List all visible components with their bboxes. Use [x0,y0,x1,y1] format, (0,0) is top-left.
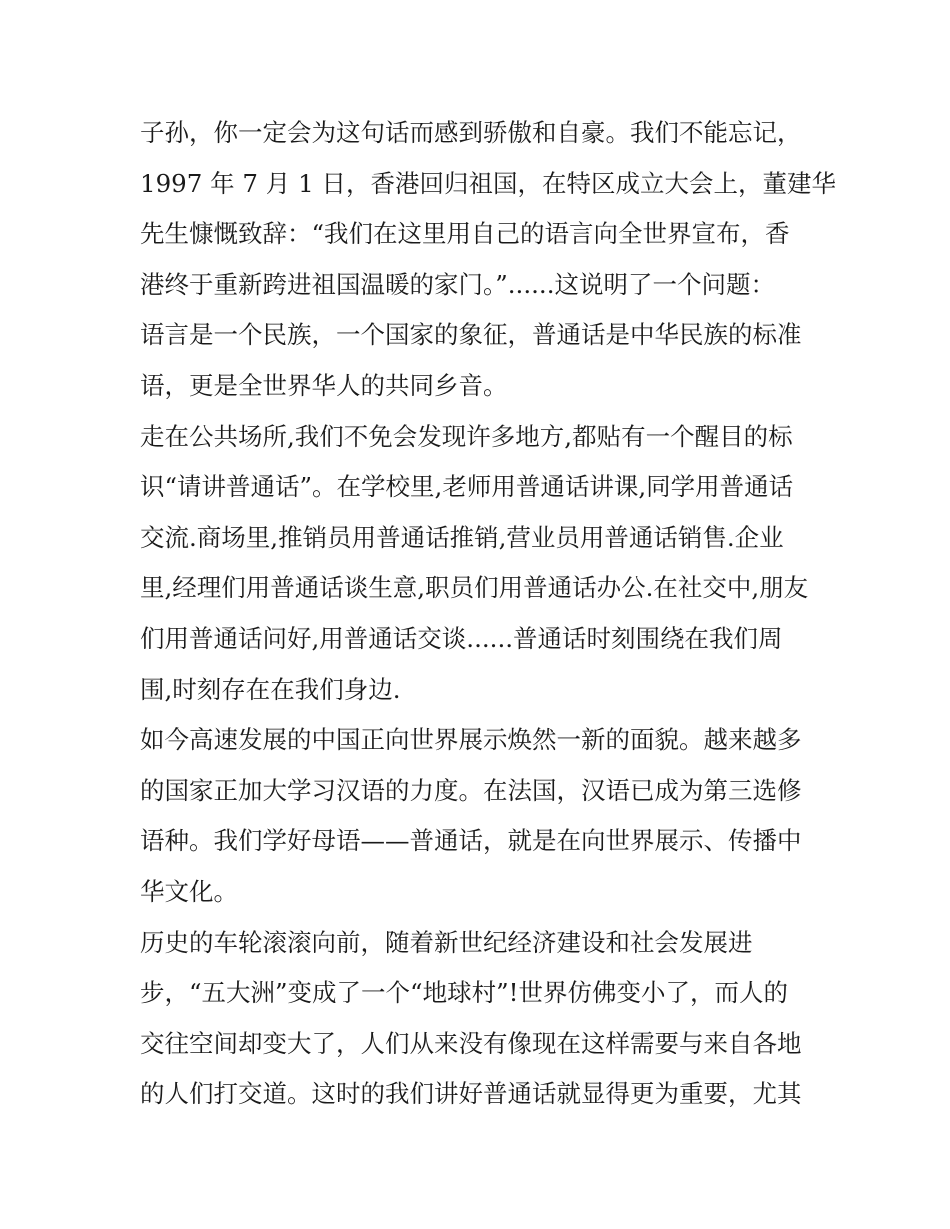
text-line: 围,时刻存在在我们身边. [140,674,401,704]
text-line: 交往空间却变大了，人们从来没有像现在这样需要与来自各地 [140,1028,802,1058]
text-line: 子孙，你一定会为这句话而感到骄傲和自豪。我们不能忘记， [140,118,802,147]
text-line: 先生慷慨致辞：“我们在这里用自己的语言向全世界宣布，香 [140,219,790,249]
text-line: 1997 年 7 月 1 日，香港回归祖国，在特区成立大会上，董建华 [140,168,836,198]
text-line: 的人们打交道。这时的我们讲好普通话就显得更为重要，尤其 [140,1079,802,1109]
text-line: 华文化。 [140,876,238,906]
text-line: 语，更是全世界华人的共同乡音。 [140,370,508,400]
text-line: 交流.商场里,推销员用普通话推销,营业员用普通话销售.企业 [140,522,784,552]
text-line: 的国家正加大学习汉语的力度。在法国，汉语已成为第三选修 [140,775,802,805]
text-line: 识“请讲普通话”。在学校里,老师用普通话讲课,同学用普通话 [140,472,794,502]
text-line: 走在公共场所,我们不免会发现许多地方,都贴有一个醒目的标 [140,421,793,451]
text-line: 历史的车轮滚滚向前，随着新世纪经济建设和社会发展进 [140,927,753,957]
text-line: 里,经理们用普通话谈生意,职员们用普通话办公.在社交中,朋友 [140,573,809,603]
text-line: 港终于重新跨进祖国温暖的家门。”......这说明了一个问题： [140,269,775,299]
text-line: 语种。我们学好母语——普通话，就是在向世界展示、传播中 [140,826,802,856]
text-line: 步，“五大洲”变成了一个“地球村”!世界仿佛变小了，而人的 [140,978,788,1008]
text-line: 如今高速发展的中国正向世界展示焕然一新的面貌。越来越多 [140,725,802,755]
text-line: 语言是一个民族，一个国家的象征，普通话是中华民族的标准 [140,320,802,350]
document-body [140,108,836,1120]
text-line: 们用普通话问好,用普通话交谈......普通话时刻围绕在我们周 [140,623,783,653]
